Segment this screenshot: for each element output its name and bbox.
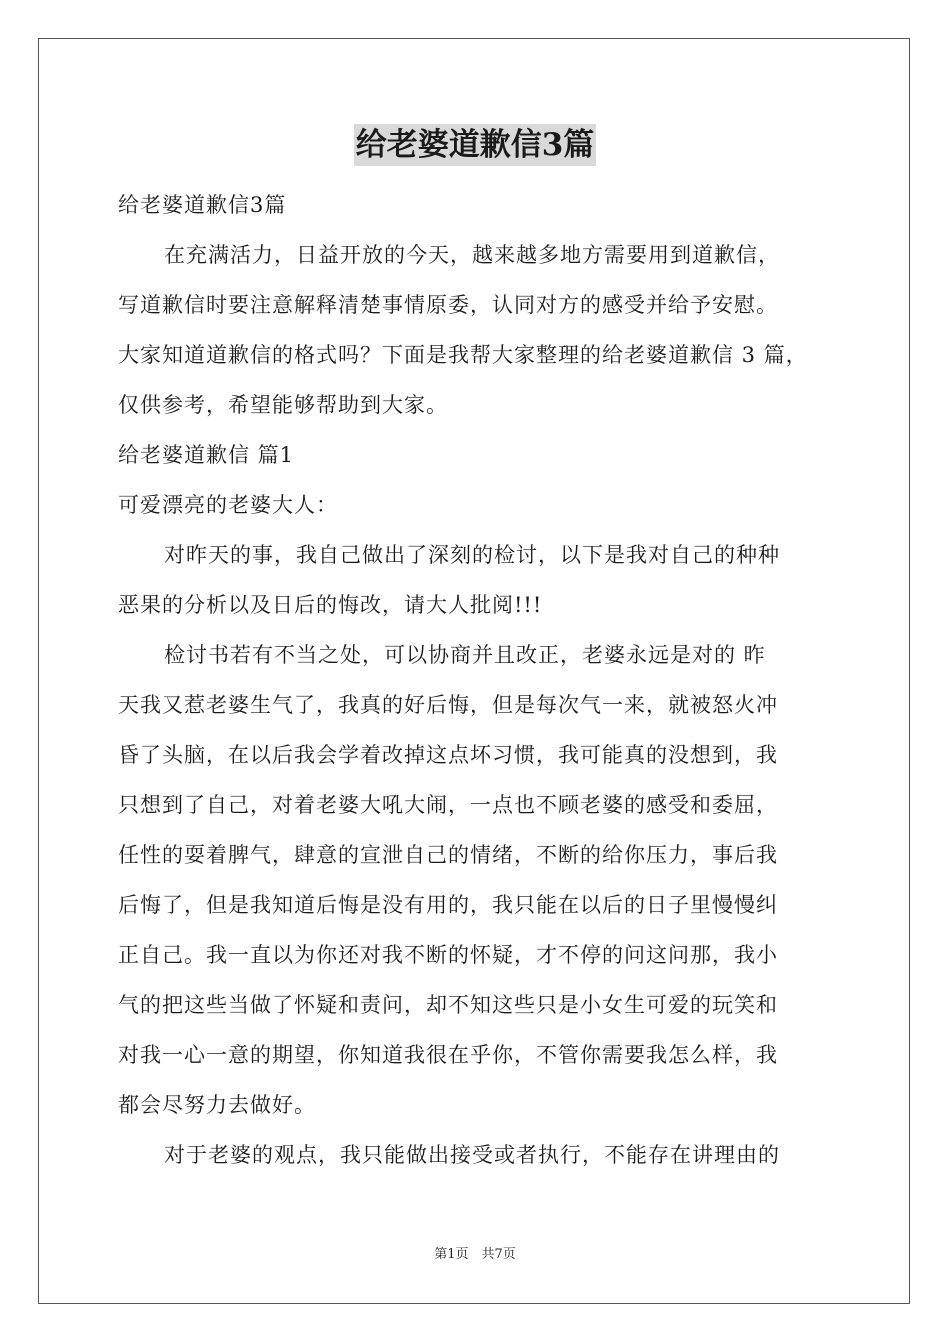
page-footer <box>0 1246 950 1264</box>
body-line: 都会尽努力去做好。 <box>118 1093 316 1117</box>
body-line: 给老婆道歉信3篇 <box>118 193 287 217</box>
body-line: 恶果的分析以及日后的悔改，请大人批阅!!! <box>118 593 543 617</box>
document-title-row <box>0 124 950 170</box>
body-line: 后悔了，但是我知道后悔是没有用的，我只能在以后的日子里慢慢纠 <box>118 893 778 917</box>
body-line: 昏了头脑，在以后我会学着改掉这点坏习惯，我可能真的没想到，我 <box>118 743 778 767</box>
body-line: 写道歉信时要注意解释清楚事情原委，认同对方的感受并给予安慰。 <box>118 293 778 317</box>
body-line: 对昨天的事，我自己做出了深刻的检讨，以下是我对自己的种种 <box>164 543 780 567</box>
document-title: 给老婆道歉信3篇 <box>354 124 597 166</box>
body-line: 气的把这些当做了怀疑和责问，却不知这些只是小女生可爱的玩笑和 <box>118 993 778 1017</box>
body-line: 在充满活力，日益开放的今天，越来越多地方需要用到道歉信， <box>164 243 780 267</box>
salutation: 可爱漂亮的老婆大人： <box>118 493 338 517</box>
body-line: 对于老婆的观点，我只能做出接受或者执行，不能存在讲理由的 <box>164 1143 780 1167</box>
body-line: 只想到了自己，对着老婆大吼大闹，一点也不顾老婆的感受和委屈， <box>118 793 778 817</box>
body-line: 大家知道道歉信的格式吗？下面是我帮大家整理的给老婆道歉信 3 篇， <box>118 343 808 367</box>
page-number: 第1页 共7页 <box>434 1247 516 1262</box>
body-line: 仅供参考，希望能够帮助到大家。 <box>118 393 448 417</box>
section-heading: 给老婆道歉信 篇1 <box>118 443 295 467</box>
body-line: 正自己。我一直以为你还对我不断的怀疑，才不停的问这问那，我小 <box>118 943 778 967</box>
body-line: 天我又惹老婆生气了，我真的好后悔，但是每次气一来，就被怒火冲 <box>118 693 778 717</box>
body-line: 对我一心一意的期望，你知道我很在乎你，不管你需要我怎么样，我 <box>118 1043 778 1067</box>
document-body <box>118 180 834 1180</box>
body-line: 任性的耍着脾气，肆意的宣泄自己的情绪，不断的给你压力，事后我 <box>118 843 778 867</box>
body-line: 检讨书若有不当之处，可以协商并且改正，老婆永远是对的 昨 <box>164 643 766 667</box>
